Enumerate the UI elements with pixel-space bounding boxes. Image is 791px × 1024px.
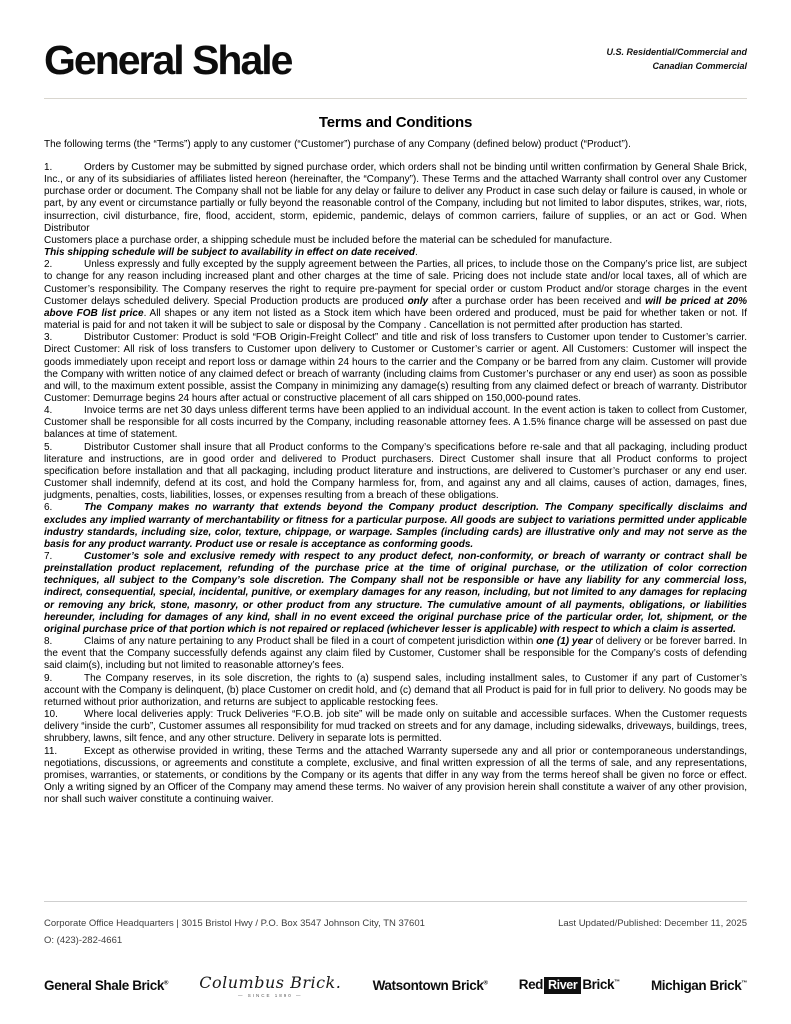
paragraph-number: 9. — [44, 672, 53, 684]
terms-paragraph-10 — [44, 709, 747, 745]
header-divider — [44, 98, 747, 99]
paragraph-text-segment: This shipping schedule will be subject to availability in effect on date received — [44, 247, 416, 259]
paragraph-number: 3. — [44, 332, 53, 344]
paragraph-number: 1. — [44, 162, 53, 173]
trademark-symbol: ™ — [614, 979, 620, 986]
paragraph-text-segment: . — [415, 247, 418, 259]
flex-spacer — [44, 806, 747, 900]
paragraph-number: 7. — [44, 551, 53, 562]
footer-address: Corporate Office Headquarters | 3015 Bristol Hwy / P.O. Box 3547 Johnson City, TN 37601 — [44, 917, 425, 929]
region-label — [606, 46, 747, 74]
paragraph-text-segment: Claims of any nature pertaining to any Product shall be filed in a court of competent jurisdiction within — [84, 636, 537, 648]
paragraph-text-segment: The Company reserves, in its sole discretion, the rights to (a) suspend sales, including installment sales, to Customer if any part of Customer’s account with the Company is delinquent, (b) place Customer on credit hold, and (c) demand that all Product is paid for in full prior to delivery. No goods may be returned without prior authorization, and returns are subject to applicable restocking fees. — [44, 672, 747, 708]
paragraph-number: 11. — [44, 745, 58, 757]
region-label-line2: Canadian Commercial — [652, 60, 747, 71]
terms-paragraph-8 — [44, 636, 747, 672]
paragraph-text-segment: Unless expressly and fully excepted by the supply agreement between the Parties, all prices, to include those on the Company’s price list, are subject to change for any reason including increased plant and other charges at the time of sale. Pricing does not include state and/or local taxes, all of which are Customer’s responsibility. The Company reserves the right to require pre-payment for special order or custom Product and/or storage charges in the event Customer delays scheduled delivery. Special Production products are produced — [44, 259, 747, 307]
terms-paragraph-9 — [44, 673, 747, 709]
terms-paragraph-1 — [44, 162, 747, 259]
footer-divider — [44, 901, 747, 902]
paragraph-text-segment: Invoice terms are net 30 days unless different terms have been applied to an individual account. In the event action is taken to collect from Customer, Customer shall be responsible for all costs incurred by the Company, including reasonable attorney fees. A 1.5% finance charge will be assessed on past due balances at time of statement. — [44, 405, 747, 441]
terms-paragraph-5 — [44, 442, 747, 503]
paragraph-text-segment: will be priced at 20% above FOB list price — [44, 295, 747, 319]
red-river-word-red: Red — [518, 977, 544, 992]
terms-paragraph-2 — [44, 259, 747, 332]
paragraph-text-segment: Orders by Customer may be submitted by signed purchase order, which orders shall not be binding until written confirmation by General Shale Brick, Inc., or any of its subsidiaries of affiliates listed hereon (hereinafter, the “Company”). These Terms and the attached Warranty shall control over any Customer purchase order or document. The Company shall not be liable for any delay or failure to deliver any Product in case such delay or failure is caused, in whole or part, by any event or circumstance partially or fully beyond the reasonable control of the Company, including but not limited to labor disputes, strikes, war, riots, insurrection, civil disturbance, fire, flood, accident, storm, epidemic, pandemic, delays of common carriers, failure of supplies, or an act or God. When Distributor — [44, 162, 747, 234]
paragraph-text-segment: Except as otherwise provided in writing, these Terms and the attached Warranty supersede any and all prior or contemporaneous understandings, negotiations, discussions, or agreements and constitute a complete, exclusive, and final written expression of all the terms of sale, and any representations, promises, warranties, or statements, or conditions by the Company or its agents that differ in any way from the terms hereof shall be given no force or effect. Only a writing signed by an Officer of the Company may amend these terms. No waiver of any provision herein shall constitute a waiver of any other provision, nor shall such waiver constitute a continuing waiver. — [44, 745, 747, 806]
paragraph-number: 6. — [44, 502, 53, 514]
terms-paragraph-3 — [44, 332, 747, 405]
footer-info-row — [44, 918, 747, 929]
paragraph-text-segment: The Company makes no warranty that extends beyond the Company product description. The Company specifically disclaims and excludes any implied warranty of merchantability or fitness for a particular purpose. All goods are subject to variations permitted under applicable industry standards, including size, color, texture, chippage, or warpage. Samples (including cards) are illustrative only and may not serve as the basis for any product warranty. Product use or resale is acceptance as conforming goods. — [44, 502, 747, 550]
terms-paragraphs — [44, 162, 747, 806]
columbus-brick-logo — [199, 973, 341, 998]
columbus-brick-tagline: — SINCE 1890 — — [238, 993, 303, 998]
paragraph-text-segment: Customers place a purchase order, a shipping schedule must be included before the material can be scheduled for manufacture. — [44, 234, 613, 246]
terms-paragraph-11 — [44, 746, 747, 807]
paragraph-text-segment: only — [407, 295, 429, 307]
intro-paragraph: The following terms (the “Terms”) apply to any customer (“Customer”) purchase of any Company (defined below) product (“Product”). — [44, 139, 631, 150]
region-label-line1: U.S. Residential/Commercial and — [606, 47, 747, 57]
paragraph-text-segment: Where local deliveries apply: Truck Deliveries “F.O.B. job site” will be made only on suitable and accessible surfaces. When the Customer requests delivery “inside the curb”, Customer assumes all responsibility for mud tracked on streets and for any damage, including sidewalks, driveways, buildings, trees, shrubbery, lawns, silt fence, and any other structure. Delivery in separate lots is permitted. — [44, 709, 747, 745]
paragraph-number: 2. — [44, 259, 53, 271]
page-header — [44, 30, 747, 81]
terms-paragraph-4 — [44, 405, 747, 441]
paragraph-text-segment: one (1) year — [536, 636, 593, 648]
paragraph-text-segment: . All shapes or any item not listed as a Stock item which have been ordered and produced, must be paid for whether taken or not. If material is paid for and not taken it will be subject to sale or disposal by the Company . Cancellation is not permitted after production has started. — [44, 307, 747, 332]
terms-paragraph-6 — [44, 502, 747, 551]
paragraph-number: 4. — [44, 405, 53, 417]
footer-updated: Last Updated/Published: December 11, 2025 — [558, 917, 747, 929]
paragraph-number: 8. — [44, 636, 53, 648]
paragraph-text-segment: of delivery or be forever barred. In the event that the Company successfully defends against any claim filed by Customer, Customer shall be responsible for the Company’s costs of defending said claim(s), including but not limited to reasonable attorney’s fees. — [44, 636, 747, 672]
red-river-brick-logo — [519, 977, 620, 994]
paragraph-text-segment: Distributor Customer: Product is sold “FOB Origin-Freight Collect” and title and risk of loss transfers to Customer upon tender to Customer’s carrier. Direct Customer: All risk of loss transfers to Customer upon delivery to Customer or Customer’s carrier or agent. All Customers: Customer will inspect the goods immediately upon receipt and report loss or damage within 24 hours to the carrier and the Company or be barred from any claim. Customer will provide the Company with written notice of any claimed defect or breach of warranty (including claims from Customer’s purchaser or any end user) as soon as possible and will, to the maximum extent possible, assist the Company in minimizing any damage(s) resulting from any claimed defect or breach of warranty. Distributor Customer: Demurrage begins 24 hours after actual or constructive placement of all cars shipped on 150,000-pound rates. — [44, 332, 747, 404]
trademark-symbol: ® — [163, 980, 168, 987]
columbus-brick-wordmark: Columbus Brick. — [199, 973, 342, 992]
terms-paragraph-7 — [44, 551, 747, 636]
paragraph-text-segment: after a purchase order has been received and — [428, 295, 646, 307]
general-shale-logo: General Shale — [44, 37, 292, 83]
red-river-word-brick: Brick — [582, 977, 615, 992]
page-title: Terms and Conditions — [318, 114, 473, 131]
trademark-symbol: ™ — [741, 980, 747, 987]
footer-phone: O: (423)-282-4661 — [44, 935, 123, 946]
michigan-brick-logo: Michigan Brick™ — [650, 978, 747, 993]
paragraph-text-segment: Customer’s sole and exclusive remedy with respect to any product defect, non-conformity, or breach of warranty or contract shall be preinstallation product replacement, refunding of the purchase price at the time of original purchase, or the utilization of color correction techniques, all subject to the Company’s sole discretion. The Company shall not be responsible or have any liability for any commercial loss, indirect, consequential, special, incidental, punitive, or exemplary damages for any reason, including, but not limited to any damages for replacing or removing any brick, stone, masonry, or other product from any structure. The cumulative amount of all payments, obligations, or liabilities hereunder, including for damages of any kind, shall in no event exceed the original purchase price of the particular order, lot, shipment, or the original purchase price of that portion which is not repaired or replaced (whichever lesser is applicable) with respect to which a claim is asserted. — [44, 551, 747, 635]
brand-logos-row — [44, 973, 747, 998]
paragraph-text-segment: Distributor Customer shall insure that all Product conforms to the Company’s specifications before re-sale and that all packaging, including product literature and instructions, are in good order and delivered to Product purchasers. Direct Customer shall insure that all Product conforms to project specification before installation and that all packaging, including product literature and instructions, are delivered to Customer’s purchaser or any end user. Customer shall indemnify, defend at its cost, and hold the Company harmless for, from, and against any and all claims, causes of action, damages, fines, judgments, penalties, costs, liabilities, losses, or expenses resulting from a breach of these obligations. — [44, 441, 747, 502]
red-river-word-river-boxed: River — [544, 977, 581, 994]
general-shale-brick-logo: General Shale Brick® — [44, 978, 168, 993]
watsontown-brick-logo: Watsontown Brick® — [372, 978, 488, 993]
paragraph-number: 10. — [44, 709, 58, 721]
trademark-symbol: ® — [483, 980, 488, 987]
paragraph-number: 5. — [44, 441, 53, 453]
